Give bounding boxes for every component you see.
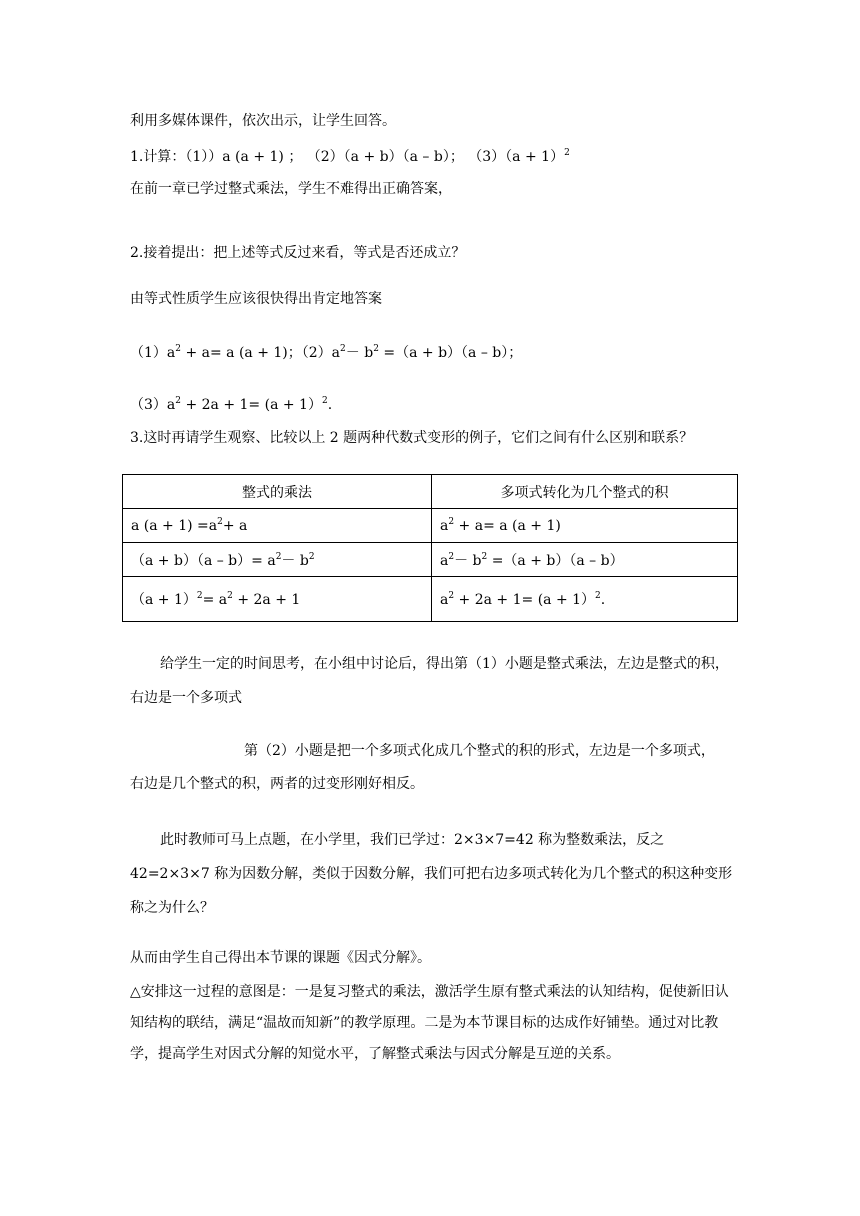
cell-text: + a= a (a + 1)	[454, 517, 561, 534]
cell-text: a (a + 1) =a	[131, 517, 218, 534]
prior-knowledge-text: 在前一章已学过整式乘法，学生不难得出正确答案，	[130, 181, 452, 197]
exponent: 2	[308, 551, 315, 562]
exponent: 2	[275, 551, 282, 562]
table-cell	[432, 509, 738, 543]
cell-text: （a + 1）	[131, 592, 197, 608]
reverse-question-text: 2.接着提出：把上述等式反过来看，等式是否还成立？	[130, 245, 466, 261]
cell-text: － b	[281, 552, 309, 569]
exponent: 2	[227, 591, 233, 601]
topic-line: 从而由学生自己得出本节课的课题《因式分解》。	[130, 950, 431, 966]
cell-text: （a + b）（a – b）= a	[131, 552, 276, 569]
reversed-equations-line-2	[130, 395, 332, 415]
table-row	[123, 509, 738, 543]
table-cell	[123, 543, 432, 577]
answer-intro-line	[130, 289, 382, 309]
intro-text: 利用多媒体课件，依次出示，让学生回答。	[130, 113, 396, 129]
answer-intro-text: 由等式性质学生应该很快得出肯定地答案	[130, 291, 382, 307]
compare-question-text: 3.这时再请学生观察、比较以上 2 题两种代数式变形的例子，它们之间有什么区别和联系？	[130, 430, 694, 446]
eq-text: =（a + b）（a – b）；	[378, 345, 523, 361]
cell-text: + 2a + 1= (a + 1）	[454, 592, 596, 608]
eq-text: （1）a	[130, 345, 176, 361]
compare-question-line	[130, 428, 693, 448]
exponent: 2	[217, 516, 223, 527]
teacher-point-paragraph: 此时教师可马上点题，在小学里，我们已学过：2×3×7=42 称为整数乘法，反之 42=2×3×7 称为因数分解，类似于因数分解，我们可把右边多项式转化为几个整式的积这种变形称之为什么？	[130, 832, 733, 916]
cell-text: － b	[454, 552, 482, 569]
table-row	[123, 577, 738, 622]
eq-text: （3）a	[130, 397, 176, 413]
header-factorization: 多项式转化为几个整式的积	[432, 475, 738, 509]
exponent: 2	[321, 396, 328, 406]
table-cell	[432, 577, 738, 622]
cell-text: =（a + b）（a – b）	[487, 552, 624, 569]
discussion-paragraph: 给学生一定的时间思考，在小组中讨论后，得出第（1）小题是整式乘法，左边是整式的积，右边是一个多项式	[130, 656, 729, 706]
eq-text: － b	[345, 345, 374, 361]
comparison-table	[122, 474, 738, 622]
cell-text: a	[440, 592, 449, 608]
exponent: 2	[175, 344, 181, 354]
exponent: 2	[448, 551, 455, 562]
table-header-row	[123, 475, 738, 509]
cell-text: + a	[222, 517, 248, 534]
exponent: 2	[595, 591, 601, 601]
exponent: 2	[373, 344, 379, 354]
cell-text: a	[440, 552, 449, 569]
intro-line	[130, 111, 396, 131]
cell-text: a	[440, 517, 449, 534]
cell-text: .	[600, 592, 606, 608]
exponent: 2	[175, 396, 181, 406]
eq-text: + 2a + 1= (a + 1）	[181, 397, 322, 413]
exponent: 2	[448, 516, 455, 527]
cell-text: = a	[202, 592, 228, 608]
exponent: 2	[196, 591, 203, 601]
cell-text: + 2a + 1	[232, 592, 301, 608]
eq-text: + a= a (a + 1)；（2）a	[181, 345, 341, 361]
reversed-equations-line-1	[130, 343, 522, 363]
reverse-question-line	[130, 243, 465, 263]
header-multiplication: 整式的乘法	[123, 475, 432, 509]
eq-text: .	[327, 397, 333, 413]
exponent: 2	[448, 591, 455, 601]
exponent: 2	[564, 148, 570, 158]
table-row	[123, 543, 738, 577]
second-problem-line-2: 右边是几个整式的积，两者的过变形刚好相反。	[130, 776, 424, 792]
calc-question-text: 1.计算：（1））a (a + 1) ； （2）（a + b）（a – b）； （3）（a + 1）	[130, 149, 565, 165]
calc-question-line	[130, 147, 570, 167]
table-cell	[123, 509, 432, 543]
table-cell	[123, 577, 432, 622]
exponent: 2	[481, 551, 488, 562]
exponent: 2	[340, 344, 346, 354]
table-cell	[432, 543, 738, 577]
intent-paragraph: △安排这一过程的意图是：一是复习整式的乘法，激活学生原有整式乘法的认知结构，促使新旧认知结构的联结，满足“温故而知新”的教学原理。二是为本节课目标的达成作好铺垫。通过对比教学，提高学生对因式分解的知觉水平，了解整式乘法与因式分解是互逆的关系。	[130, 984, 729, 1062]
second-problem-line-1: 第（2）小题是把一个多项式化成几个整式的积的形式，左边是一个多项式，	[244, 743, 715, 759]
prior-knowledge-line	[130, 179, 452, 199]
